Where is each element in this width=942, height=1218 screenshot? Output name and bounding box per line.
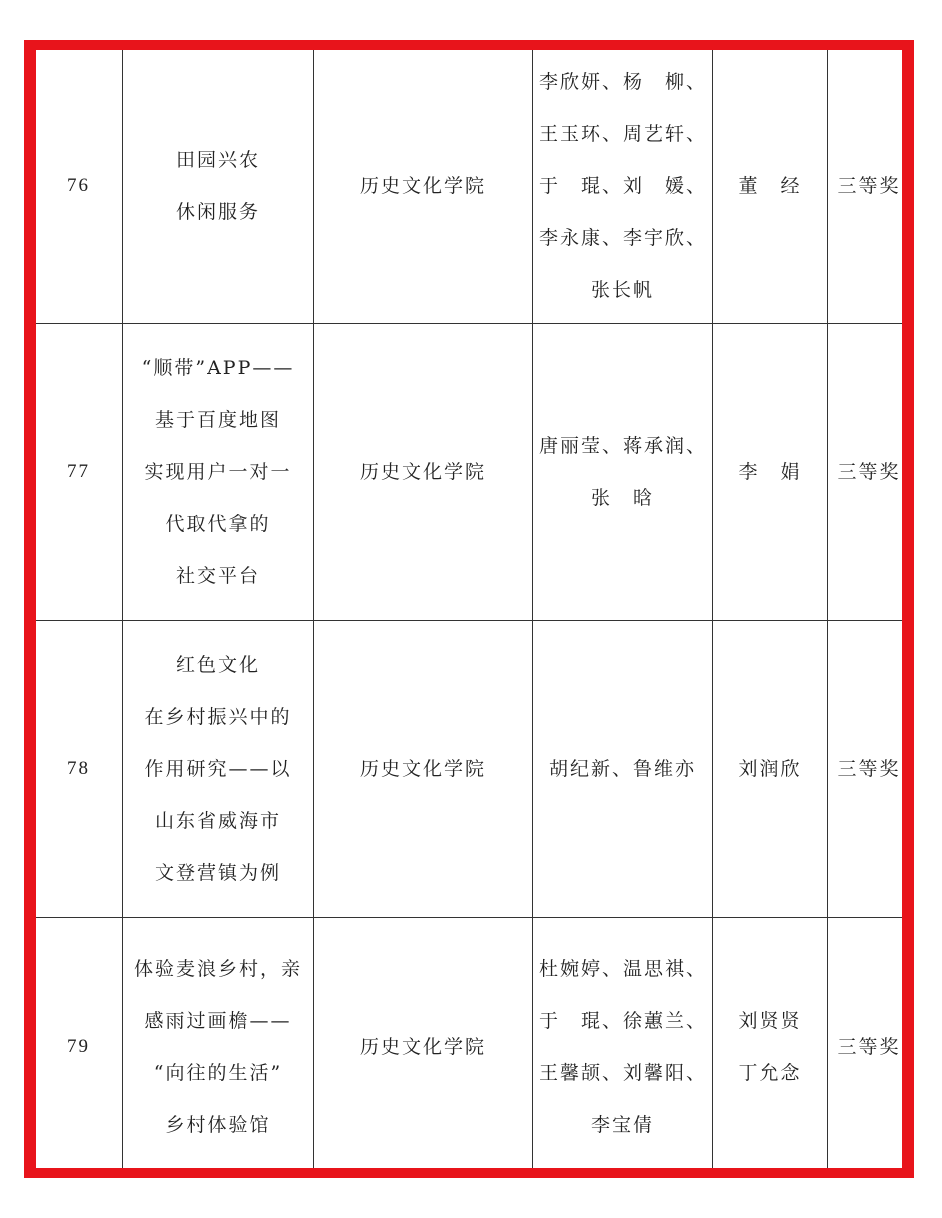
title-line: 乡村体验馆 (165, 1114, 271, 1136)
member-line: 于 琨、刘 媛、 (539, 175, 708, 197)
member-line: 李欣妍、杨 柳、 (539, 71, 708, 93)
title-line: 红色文化 (175, 654, 260, 676)
title-line: 体验麦浪乡村，亲 (133, 958, 302, 980)
project-title (123, 918, 314, 1177)
member-line: 王玉环、周艺轩、 (539, 123, 708, 145)
table-row (35, 49, 911, 324)
project-title (123, 621, 314, 918)
row-number: 79 (35, 918, 123, 1177)
award-level: 三等奖 (828, 49, 911, 324)
title-line: 基于百度地图 (154, 409, 281, 431)
member-line: 杜婉婷、温思祺、 (539, 958, 708, 980)
members (533, 621, 713, 918)
advisor (713, 621, 828, 918)
title-line: 文登营镇为例 (154, 862, 281, 884)
college: 历史文化学院 (314, 324, 533, 621)
title-line: 山东省威海市 (154, 810, 281, 832)
award-level: 三等奖 (828, 918, 911, 1177)
table-row (35, 324, 911, 621)
advisor-line: 刘润欣 (738, 758, 802, 780)
member-line: 李永康、李宇欣、 (539, 227, 708, 249)
award-level: 三等奖 (828, 324, 911, 621)
members (533, 324, 713, 621)
row-number: 78 (35, 621, 123, 918)
member-line: 张 晗 (590, 487, 654, 509)
row-number: 77 (35, 324, 123, 621)
advisor-line: 刘贤贤 (738, 1010, 802, 1032)
advisor-line: 丁允念 (738, 1062, 802, 1084)
awards-table (34, 48, 911, 1177)
title-line: 在乡村振兴中的 (144, 706, 292, 728)
title-line: 作用研究——以 (144, 758, 292, 780)
advisor-line: 李 娟 (738, 461, 802, 483)
members (533, 49, 713, 324)
title-line: “向往的生活” (153, 1062, 283, 1084)
member-line: 于 琨、徐蕙兰、 (539, 1010, 708, 1032)
title-line: 休闲服务 (175, 201, 260, 223)
member-line: 张长帆 (590, 279, 654, 301)
row-number: 76 (35, 49, 123, 324)
table-row (35, 621, 911, 918)
advisor-line: 董 经 (738, 175, 802, 197)
member-line: 王馨颉、刘馨阳、 (539, 1062, 708, 1084)
title-line: 实现用户一对一 (144, 461, 292, 483)
title-line: 社交平台 (175, 565, 260, 587)
advisor (713, 324, 828, 621)
project-title (123, 49, 314, 324)
member-line: 唐丽莹、蒋承润、 (539, 435, 708, 457)
title-line: 感雨过画檐—— (144, 1010, 292, 1032)
advisor (713, 49, 828, 324)
title-line: “顺带”APP—— (141, 357, 295, 379)
college: 历史文化学院 (314, 918, 533, 1177)
members (533, 918, 713, 1177)
college: 历史文化学院 (314, 49, 533, 324)
college: 历史文化学院 (314, 621, 533, 918)
table-row (35, 918, 911, 1177)
award-level: 三等奖 (828, 621, 911, 918)
title-line: 代取代拿的 (165, 513, 271, 535)
title-line: 田园兴农 (175, 149, 260, 171)
member-line: 胡纪新、鲁维亦 (548, 758, 696, 780)
member-line: 李宝倩 (590, 1114, 654, 1136)
advisor (713, 918, 828, 1177)
project-title (123, 324, 314, 621)
